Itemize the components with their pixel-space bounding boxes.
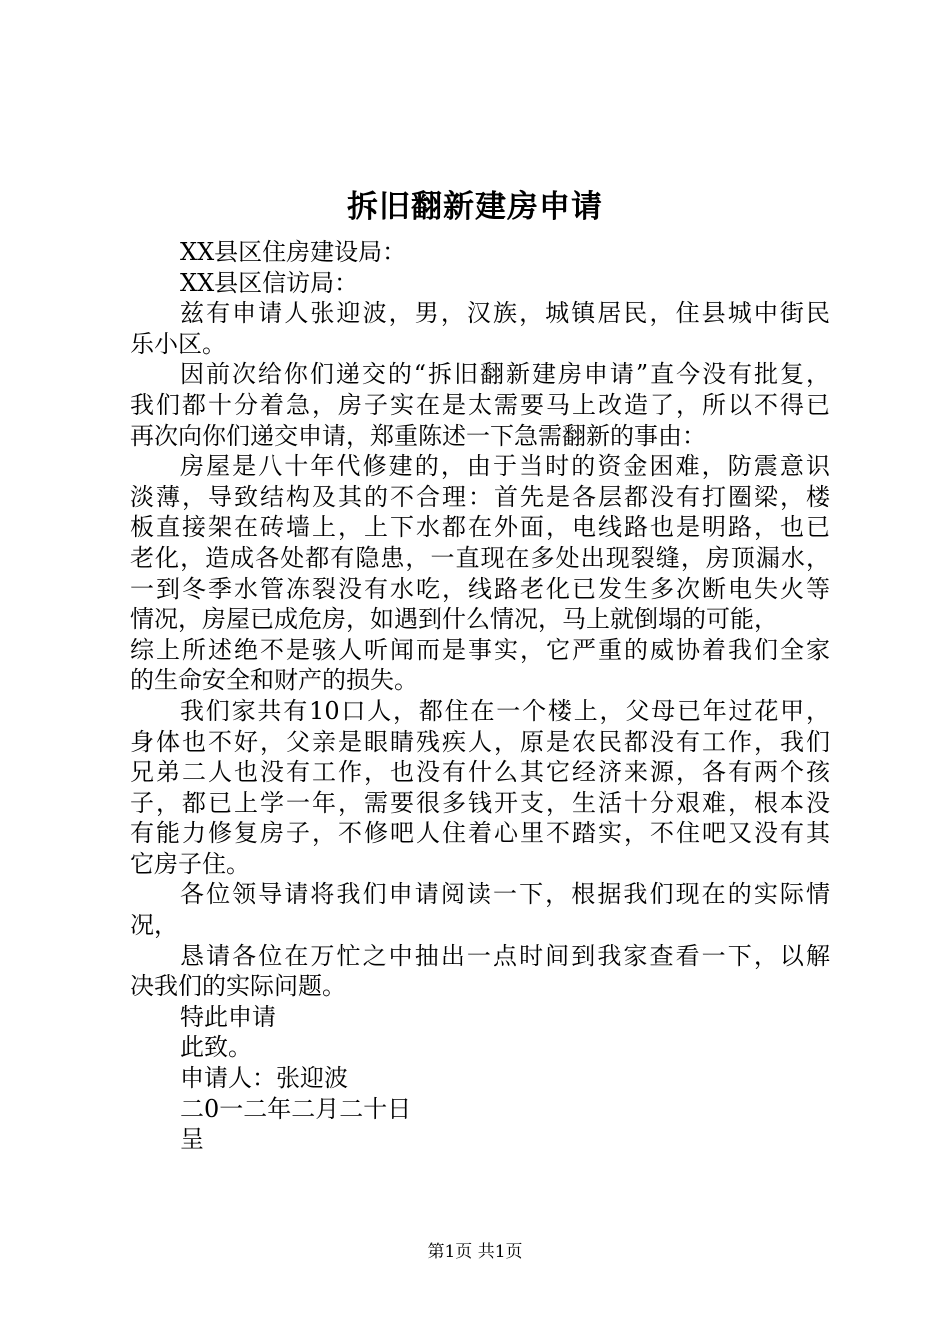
paragraph-line: 决我们的实际问题。: [130, 972, 346, 1001]
paragraph-line: 我们都十分着急，房子实在是太需要马上改造了，所以不得已: [130, 390, 830, 419]
addressee-line: XX县区住房建设局：: [180, 238, 407, 266]
paragraph-line: 有能力修复房子，不修吧人住着心里不踏实，不住吧又没有其: [130, 819, 830, 848]
paragraph-line: 身体也不好，父亲是眼睛残疾人，原是农民都没有工作，我们: [130, 727, 830, 756]
document-body: [130, 237, 830, 1155]
paragraph-line: 兄弟二人也没有工作，也没有什么其它经济来源，各有两个孩: [130, 758, 830, 787]
paragraph-line: 它房子住。: [130, 849, 250, 878]
paragraph-line: 情况，房屋已成危房，如遇到什么情况，马上就倒塌的可能，: [130, 605, 778, 634]
paragraph-line: 因前次给你们递交的“拆旧翻新建房申请”直今没有批复，: [180, 360, 830, 389]
paragraph-line: 兹有申请人张迎波，男，汉族，城镇居民，住县城中街民: [180, 299, 830, 328]
paragraph-line: 老化，造成各处都有隐患，一直现在多处出现裂缝，房顶漏水，: [130, 543, 830, 572]
submit-line: 呈: [180, 1125, 204, 1154]
paragraph-line: 的生命安全和财产的损失。: [130, 666, 418, 695]
page-footer: 第1页 共1页: [427, 1242, 523, 1262]
addressee-line: XX县区信访局：: [180, 268, 359, 297]
salutation-line: 此致。: [180, 1033, 252, 1062]
paragraph-line: 乐小区。: [130, 329, 226, 358]
applicant-line: 申请人：张迎波: [180, 1064, 348, 1093]
paragraph-line: 综上所述绝不是骇人听闻而是事实，它严重的威协着我们全家: [130, 635, 830, 664]
paragraph-line: 各位领导请将我们申请阅读一下，根据我们现在的实际情: [180, 880, 830, 909]
document-title: 拆旧翻新建房申请: [347, 189, 603, 225]
paragraph-line: 板直接架在砖墙上，上下水都在外面，电线路也是明路，也已: [130, 513, 830, 542]
paragraph-line: 房屋是八十年代修建的，由于当时的资金困难，防震意识: [180, 452, 830, 481]
paragraph-line: 再次向你们递交申请，郑重陈述一下急需翻新的事由：: [130, 421, 706, 450]
paragraph-line: 我们家共有10口人，都住在一个楼上，父母已年过花甲，: [180, 696, 830, 725]
paragraph-line: 况，: [130, 911, 178, 940]
date-line: 二0一二年二月二十日: [180, 1094, 412, 1123]
paragraph-line: 一到冬季水管冻裂没有水吃，线路老化已发生多次断电失火等: [130, 574, 830, 603]
paragraph-line: 子，都已上学一年，需要很多钱开支，生活十分艰难，根本没: [130, 788, 830, 817]
closing-line: 特此申请: [180, 1002, 276, 1031]
paragraph-line: 恳请各位在万忙之中抽出一点时间到我家查看一下，以解: [180, 941, 830, 970]
paragraph-line: 淡薄，导致结构及其的不合理：首先是各层都没有打圈梁，楼: [130, 482, 830, 511]
